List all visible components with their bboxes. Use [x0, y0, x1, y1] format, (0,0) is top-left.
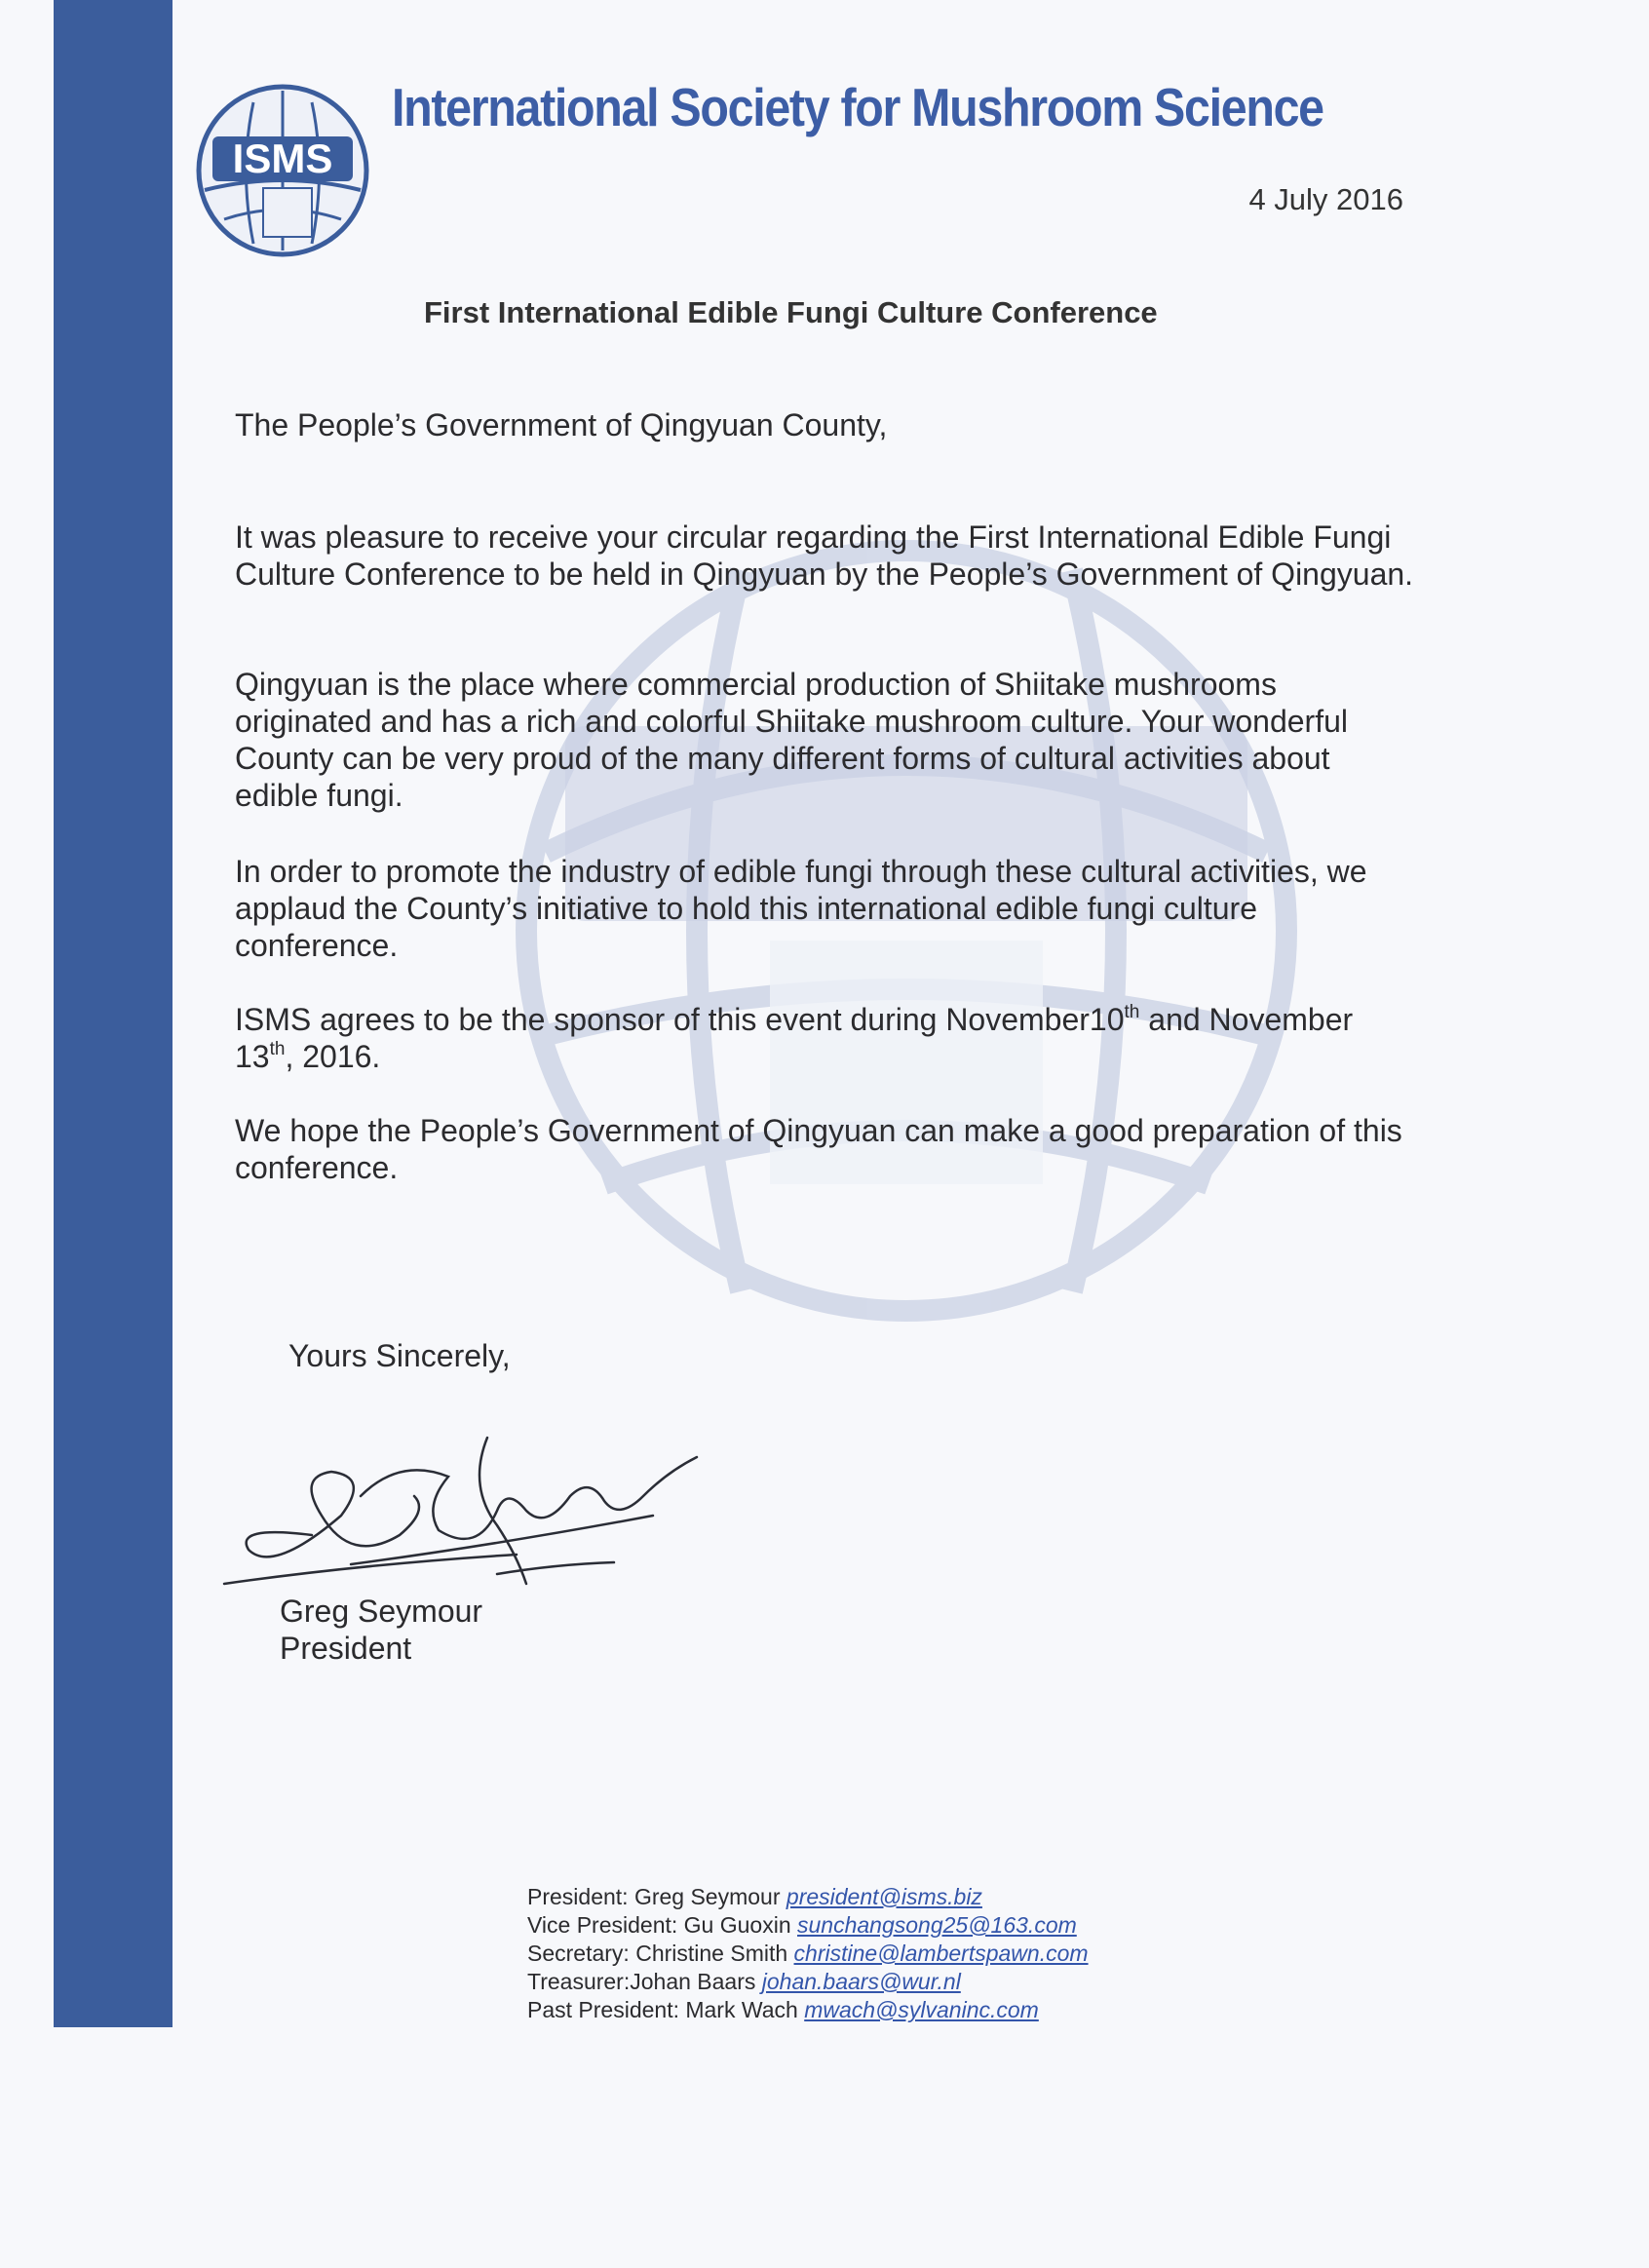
closing: Yours Sincerely,	[288, 1338, 511, 1373]
letter-title: First International Edible Fungi Culture Conference	[424, 295, 1158, 329]
signer-name: Greg Seymour	[280, 1594, 483, 1629]
organization-name: International Society for Mushroom Science	[392, 77, 1323, 137]
officer-secretary: Secretary: Christine Smith christine@lambertspawn.com	[527, 1941, 1089, 1966]
addressee: The People’s Government of Qingyuan County,	[235, 407, 888, 442]
officer-president: President: Greg Seymour president@isms.biz	[527, 1884, 982, 1909]
vice-president-email-link[interactable]: sunchangsong25@163.com	[797, 1912, 1077, 1938]
signer-title: President	[280, 1631, 412, 1666]
signature	[205, 1418, 731, 1603]
officer-past-president: Past President: Mark Wach mwach@sylvaninc.com	[527, 1997, 1039, 2022]
side-accent-bar	[54, 0, 173, 2027]
officer-list	[527, 1883, 1089, 2024]
president-email-link[interactable]: president@isms.biz	[786, 1884, 982, 1909]
paragraph-4: ISMS agrees to be the sponsor of this event during November10th and November 13th, 2016.	[235, 1002, 1354, 1074]
treasurer-email-link[interactable]: johan.baars@wur.nl	[761, 1969, 961, 1994]
paragraph-5: We hope the People’s Government of Qingyuan can make a good preparation of this conference.	[235, 1113, 1402, 1185]
letter-date: 4 July 2016	[1248, 182, 1403, 216]
paragraph-1: It was pleasure to receive your circular regarding the First International Edible Fungi Culture Conference to be held in Qingyuan by the People’s Government of Qingyuan.	[235, 519, 1414, 592]
past-president-email-link[interactable]: mwach@sylvaninc.com	[804, 1997, 1039, 2022]
svg-text:ISMS: ISMS	[232, 135, 333, 181]
secretary-email-link[interactable]: christine@lambertspawn.com	[793, 1941, 1089, 1966]
paragraph-2: Qingyuan is the place where commercial production of Shiitake mushrooms originated and has a rich and colorful Shiitake mushroom culture. Your wonderful County can be very proud of the many different forms of cultural activities about edible fungi.	[235, 667, 1348, 813]
officer-treasurer: Treasurer:Johan Baars johan.baars@wur.nl	[527, 1969, 961, 1994]
officer-vice-president: Vice President: Gu Guoxin sunchangsong25@163.com	[527, 1912, 1077, 1938]
paragraph-3: In order to promote the industry of edible fungi through these cultural activities, we applaud the County’s initiative to hold this international edible fungi culture conference.	[235, 854, 1367, 963]
isms-logo	[195, 83, 370, 258]
